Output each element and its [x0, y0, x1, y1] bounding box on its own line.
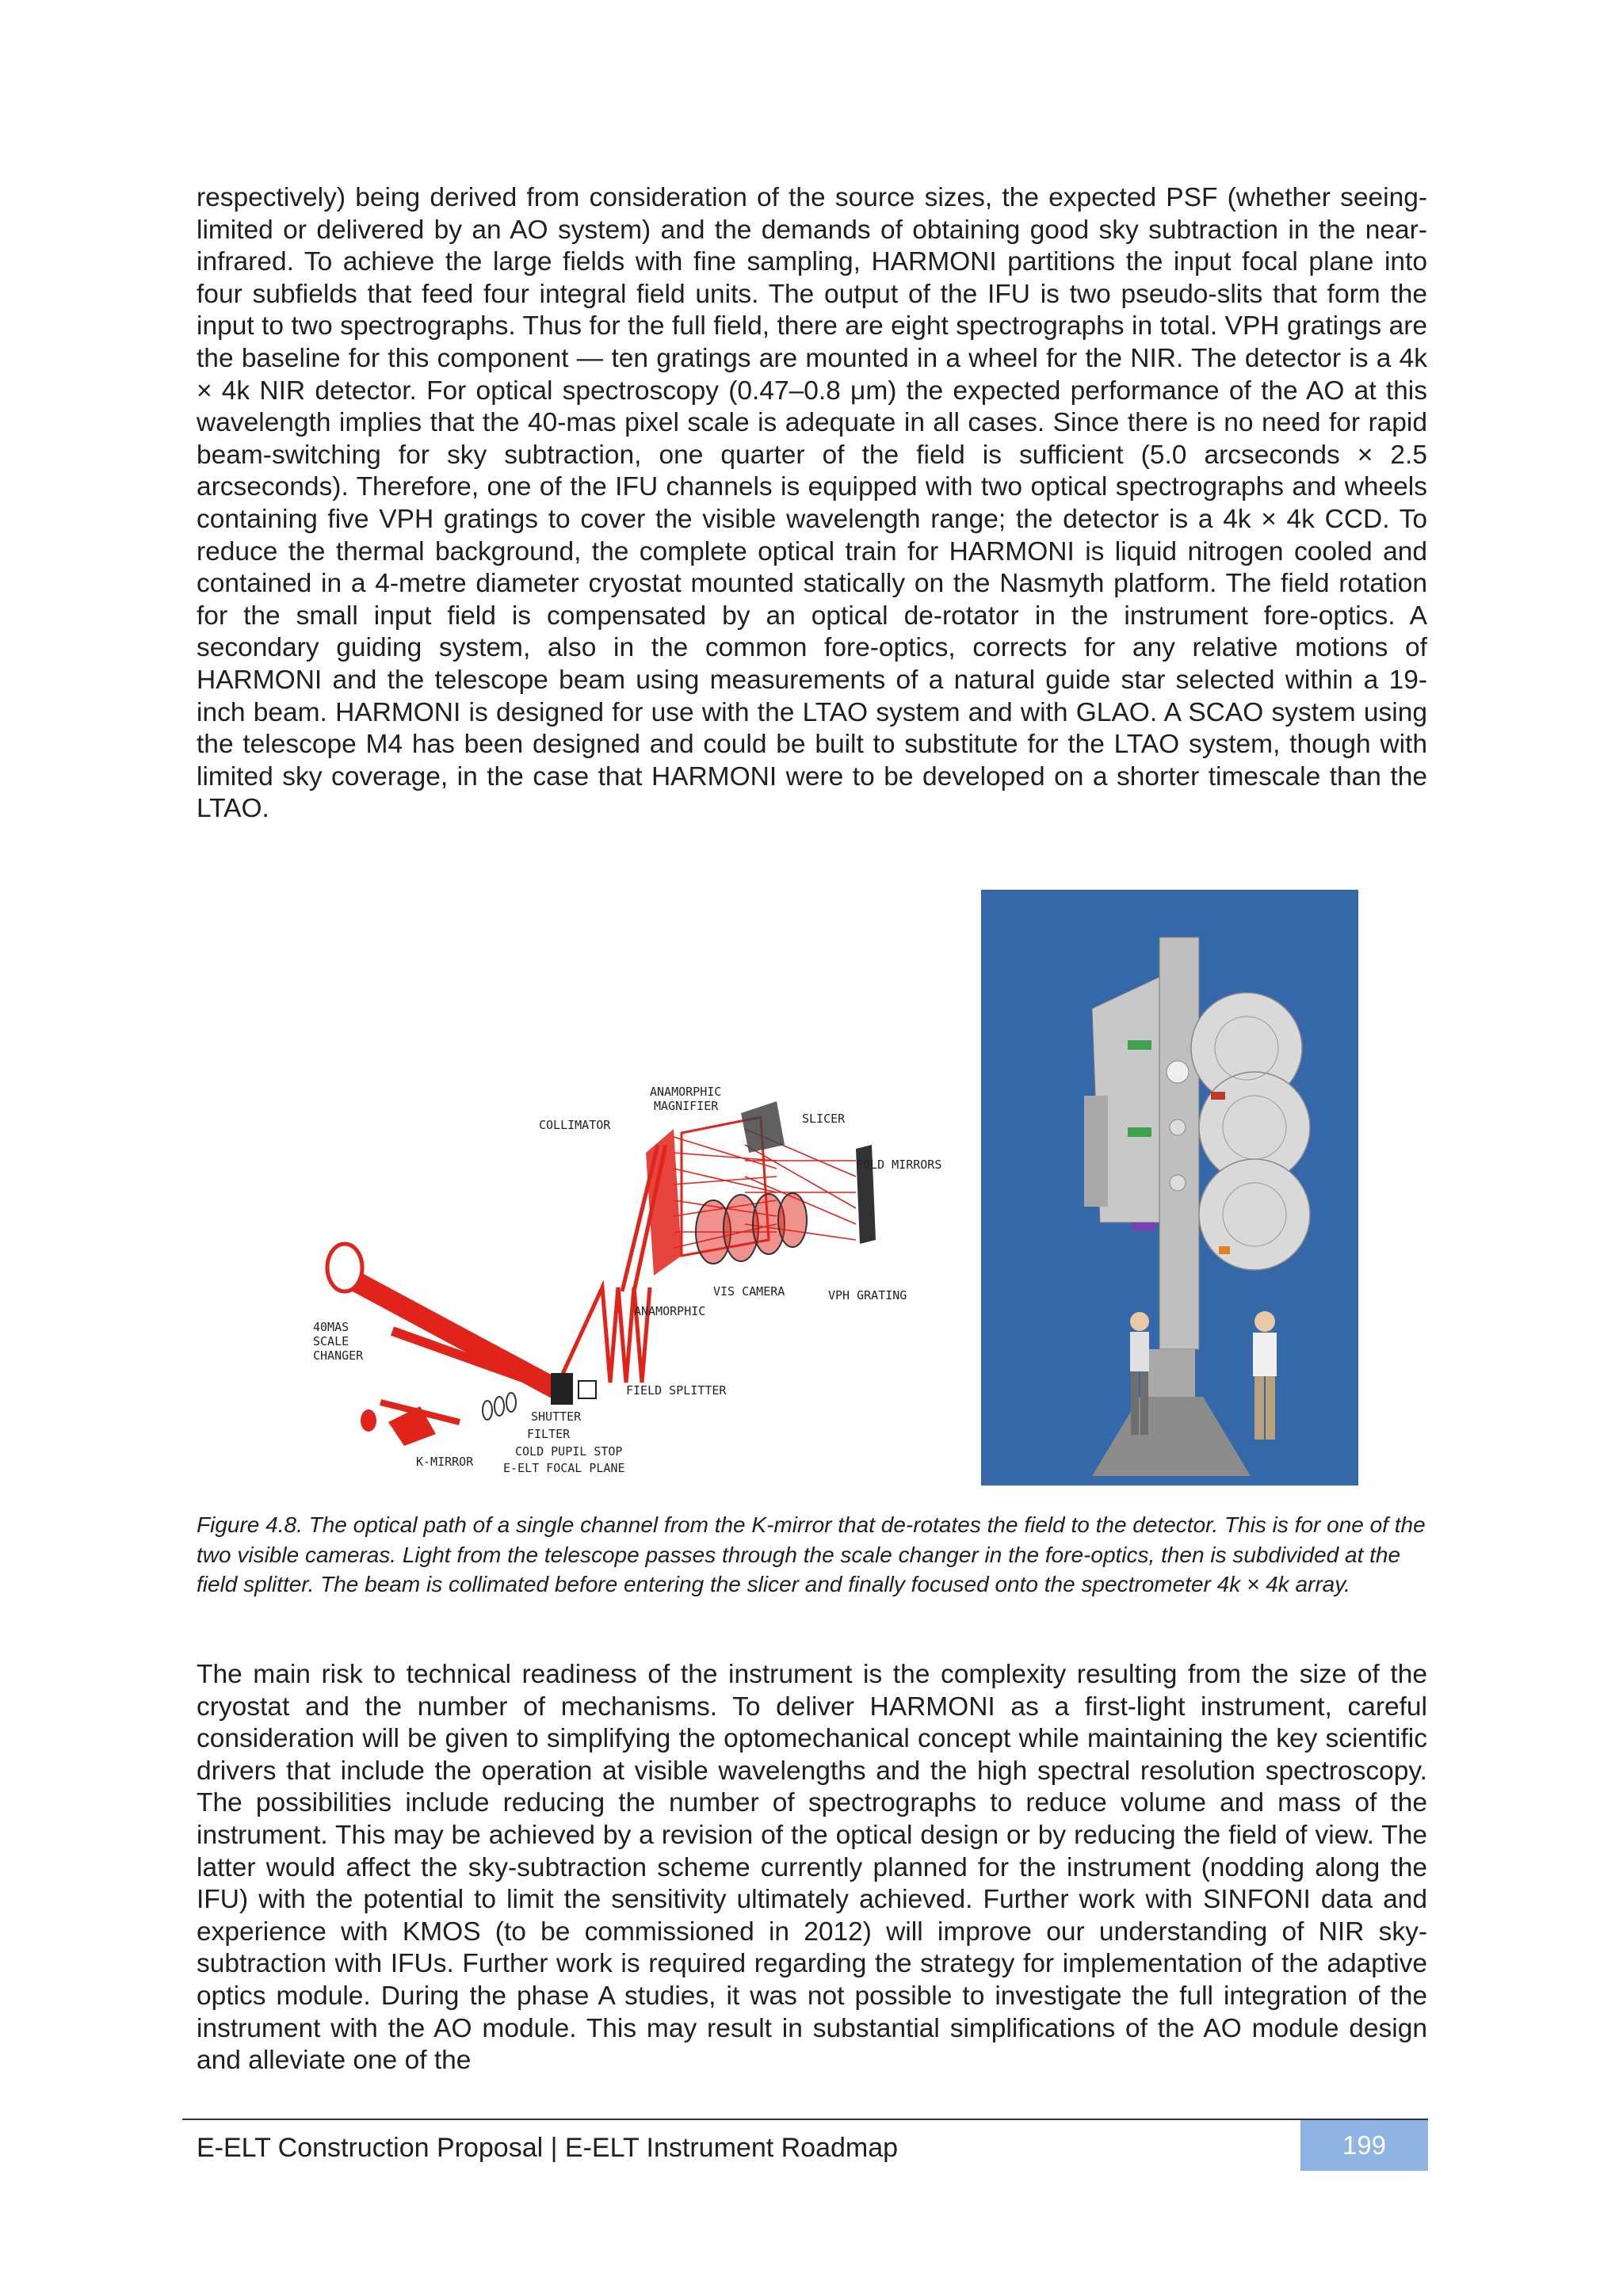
label-vph-grating: VPH GRATING — [828, 1288, 907, 1302]
label-scale-changer: 40MAS — [313, 1320, 349, 1334]
label-slicer: SLICER — [802, 1112, 846, 1126]
label-shutter: SHUTTER — [531, 1409, 582, 1424]
label-fold-mirrors: FOLD MIRRORS — [856, 1158, 942, 1172]
label-collimator: COLLIMATOR — [539, 1118, 611, 1132]
optical-path-diagram — [301, 1074, 951, 1486]
svg-text:CHANGER: CHANGER — [313, 1348, 364, 1363]
label-k-mirror: K-MIRROR — [416, 1455, 474, 1469]
svg-text:MAGNIFIER: MAGNIFIER — [654, 1099, 719, 1113]
label-field-splitter: FIELD SPLITTER — [626, 1383, 727, 1398]
label-anamorphic: ANAMORPHIC — [634, 1304, 706, 1318]
figure-caption: Figure 4.8. The optical path of a single channel from the K-mirror that de-rotates the field to the detector. This is for one of the two visible cameras. Light from the telescope passes through the scale changer in the fore-optics, then is subdivided at the field splitter. The beam is collimated before entering the slicer and finally focused onto the spectrometer 4k × 4k array. — [197, 1512, 1426, 1596]
beam-paths — [345, 1145, 666, 1422]
page-number: 199 — [1342, 2130, 1387, 2160]
spectrograph-assembly — [301, 1101, 876, 1466]
footer-title: E-ELT Construction Proposal | E-ELT Instrument Roadmap — [197, 2133, 899, 2163]
svg-text:SCALE: SCALE — [313, 1334, 349, 1348]
label-vis-camera: VIS CAMERA — [713, 1284, 785, 1299]
page-number-badge — [1300, 2120, 1428, 2171]
footer-divider — [182, 2119, 1428, 2120]
cryostat-rendering — [981, 890, 1358, 1486]
body-paragraph-1: respectively) being derived from consideration of the source sizes, the expected PSF (whether seeing-limited or delivered by an AO system) and the demands of obtaining good sky subtraction in the near-infrared. To achieve the large fields with fine sampling, HARMONI partitions the input focal plane into four subfields that feed four integral field units. The output of the IFU is two pseudo-slits that form the input to two spectrographs. Thus for the full field, there are eight spectrographs in total. VPH gratings are the baseline for this component — ten gratings are mounted in a wheel for the NIR. The detector is a 4k × 4k NIR detector. For optical spectroscopy (0.47–0.8 μm) the expected performance of the AO at this wavelength implies that the 40-mas pixel scale is adequate in all cases. Since there is no need for rapid beam-switching for sky subtraction, one quarter of the field is sufficient (5.0 arcseconds × 2.5 arcseconds). Therefore, one of the IFU channels is equipped with two optical spectrographs and wheels containing five VPH gratings to cover the visible wavelength range; the detector is a 4k × 4k CCD. To reduce the thermal background, the complete optical train for HARMONI is liquid nitrogen cooled and contained in a 4-metre diameter cryostat mounted statically on the Nasmyth platform. The field rotation for the small input field is compensated by an optical de-rotator in the instrument fore-optics. A secondary guiding system, also in the common fore-optics, corrects for any relative motions of HARMONI and the telescope beam using measurements of a natural guide star selected within a 19-inch beam. HARMONI is designed for use with the LTAO system and with GLAO. A SCAO system using the telescope M4 has been designed and could be built to substitute for the LTAO system, though with limited sky coverage, in the case that HARMONI were to be developed on a shorter timescale than the LTAO. — [197, 183, 1427, 824]
label-anamorphic-magnifier: ANAMORPHIC — [650, 1085, 722, 1099]
label-filter: FILTER — [527, 1427, 571, 1441]
label-focal-plane: E-ELT FOCAL PLANE — [503, 1461, 625, 1475]
body-paragraph-2: The main risk to technical readiness of the instrument is the complexity resulting from the size of the cryostat and the number of mechanisms. To deliver HARMONI as a first-light instrument, careful consideration will be given to simplifying the optomechanical concept while maintaining the key scientific drivers that include the operation at visible wavelengths and the high spectral resolution spectroscopy. The possibilities include reducing the number of spectrographs to reduce volume and mass of the instrument. This may be achieved by a revision of the optical design or by reducing the field of view. The latter would affect the sky-subtraction scheme currently planned for the instrument (nodding along the IFU) with the potential to limit the sensitivity ultimately achieved. Further work with SINFONI data and experience with KMOS (to be commissioned in 2012) will improve our understanding of NIR sky-subtraction with IFUs. Further work is required regarding the strategy for implementation of the adaptive optics module. During the phase A studies, it was not possible to investigate the full integration of the instrument with the AO module. This may result in substantial simplifications of the AO module design and alleviate one of the — [197, 1660, 1427, 2076]
label-cold-pupil-stop: COLD PUPIL STOP — [515, 1444, 623, 1459]
